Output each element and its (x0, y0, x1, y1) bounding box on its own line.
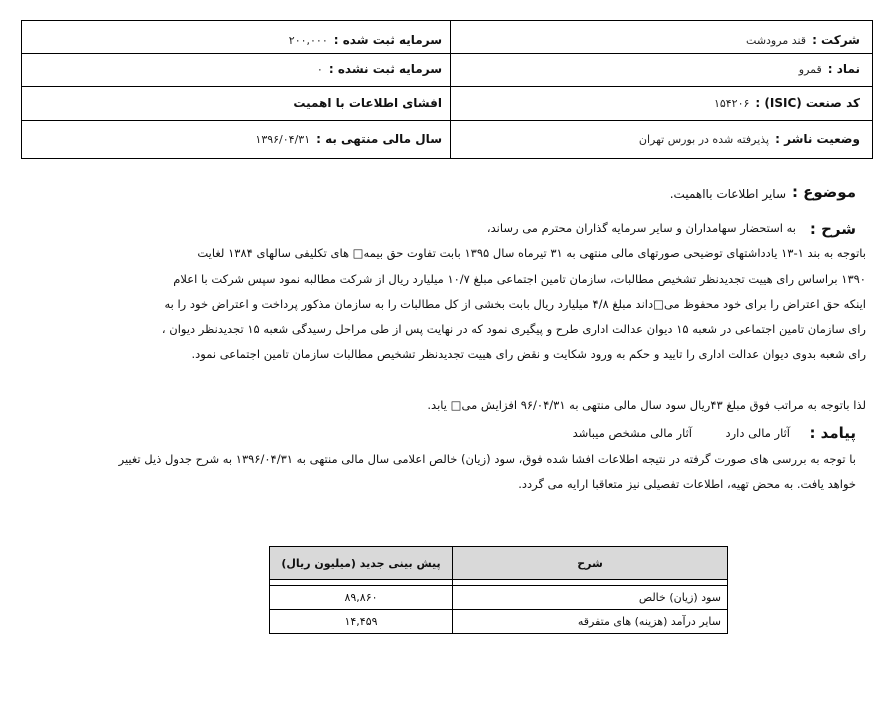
description-label: شرح : (809, 220, 856, 238)
forecast-table (269, 546, 728, 634)
status-value: پذیرفته شده در بورس تهران (638, 133, 770, 146)
unregistered-capital-label: سرمایه ثبت نشده : (328, 62, 442, 76)
company-label: شرکت : (812, 33, 860, 47)
registered-capital-label: سرمایه ثبت شده : (333, 33, 442, 47)
unregistered-capital-value: ۰ (316, 63, 323, 76)
consequence-note-line: خواهد یافت. به محض تهیه، اطلاعات تفصیلی نیز متعاقبا ارایه می گردد. (518, 477, 856, 491)
symbol-label: نماد : (827, 62, 860, 76)
consequence-note-line: با توجه به بررسی های صورت گرفته در نتیجه اطلاعات افشا شده فوق، سود (زیان) خالص اعلامی سال مالی منتهی به ۱۳۹۶/۰۴/۳۱ به شرح جدول ذیل تغییر (118, 452, 856, 466)
subject-label: موضوع : (791, 183, 856, 201)
row-label: سایر درآمد (هزینه) های متفرقه (453, 610, 728, 634)
company-value: قند مرودشت (746, 34, 807, 47)
fiscal-year-field (255, 124, 442, 154)
header-box (21, 20, 873, 159)
description-line: رای شعبه بدوی دیوان عدالت اداری را تایید و حکم به ورود شکایت و نقض رای هییت تجدیدنظر تشخیص مطالبات سازمان تامین اجتماعی نمود. (191, 347, 866, 361)
symbol-value: قمرو (798, 63, 822, 76)
description-greeting: به استحضار سهامداران و سایر سرمایه گذاران محترم می رساند، (486, 221, 796, 235)
table-row (270, 586, 728, 610)
row-value: ۱۴,۴۵۹ (270, 610, 453, 634)
isic-value: ۱۵۴۲۰۶ (713, 97, 750, 110)
status-field (639, 124, 860, 154)
fiscal-year-value: ۱۳۹۶/۰۴/۳۱ (255, 133, 311, 146)
description-line: رای سازمان تامین اجتماعی در شعبه ۱۵ دیوان عدالت اداری طرح و پیگیری نمود که در نهایت پس از طی مراحل رسیدگی شعبه ۱۵ تجدیدنظر دیوان ، (161, 322, 866, 336)
table-header-row (270, 547, 728, 580)
description-line: باتوجه به بند ۱-۱۳ یادداشتهای توضیحی صورتهای مالی منتهی به ۳۱ تیرماه سال ۱۳۹۵ بابت تفاوت حق بیمه□ های تکلیفی سالهای ۱۳۸۴ لغایت (197, 246, 866, 260)
description-conclusion: لذا باتوجه به مراتب فوق مبلغ ۴۳ریال سود سال مالی منتهی به ۹۶/۰۴/۳۱ افزایش می□ یابد. (427, 398, 866, 412)
subject-text: سایر اطلاعات بااهمیت. (669, 187, 786, 201)
disclosure-title: افشای اطلاعات با اهمیت (293, 96, 442, 110)
registered-capital-value: ۲۰۰,۰۰۰ (288, 34, 328, 47)
fiscal-year-label: سال مالی منتهی به : (316, 132, 442, 146)
consequence-specified: آثار مالی مشخص میباشد (572, 426, 692, 440)
isic-field (714, 88, 860, 118)
status-label: وضعیت ناشر : (775, 132, 860, 146)
consequence-has-effect: آثار مالی دارد (725, 426, 790, 440)
registered-capital-field (289, 25, 442, 55)
table-header-forecast: پیش بینی جدید (میلیون ریال) (270, 547, 453, 580)
header-divider (450, 21, 451, 158)
isic-label: کد صنعت (ISIC) : (755, 96, 860, 110)
table-row (270, 610, 728, 634)
table-header-description: شرح (453, 547, 728, 580)
company-field (746, 25, 860, 55)
unregistered-capital-field (317, 54, 442, 84)
symbol-field (799, 54, 860, 84)
consequence-label: پیامد : (809, 424, 856, 442)
description-line: اینکه حق اعتراض را برای خود محفوظ می□داند مبلغ ۴/۸ میلیارد ریال بابت بخشی از کل مطالبات را به سازمان مذکور پرداخت و اعتراض خود را به (164, 297, 866, 311)
description-line: ۱۳۹۰ براساس رای هییت تجدیدنظر تشخیص مطالبات، سازمان تامین اجتماعی مبلغ ۱۰/۷ میلیارد ریال از شرکت مطالبه نمود سپس شرکت با اعلام (173, 272, 866, 286)
row-value: ۸۹,۸۶۰ (270, 586, 453, 610)
row-label: سود (زیان) خالص (453, 586, 728, 610)
